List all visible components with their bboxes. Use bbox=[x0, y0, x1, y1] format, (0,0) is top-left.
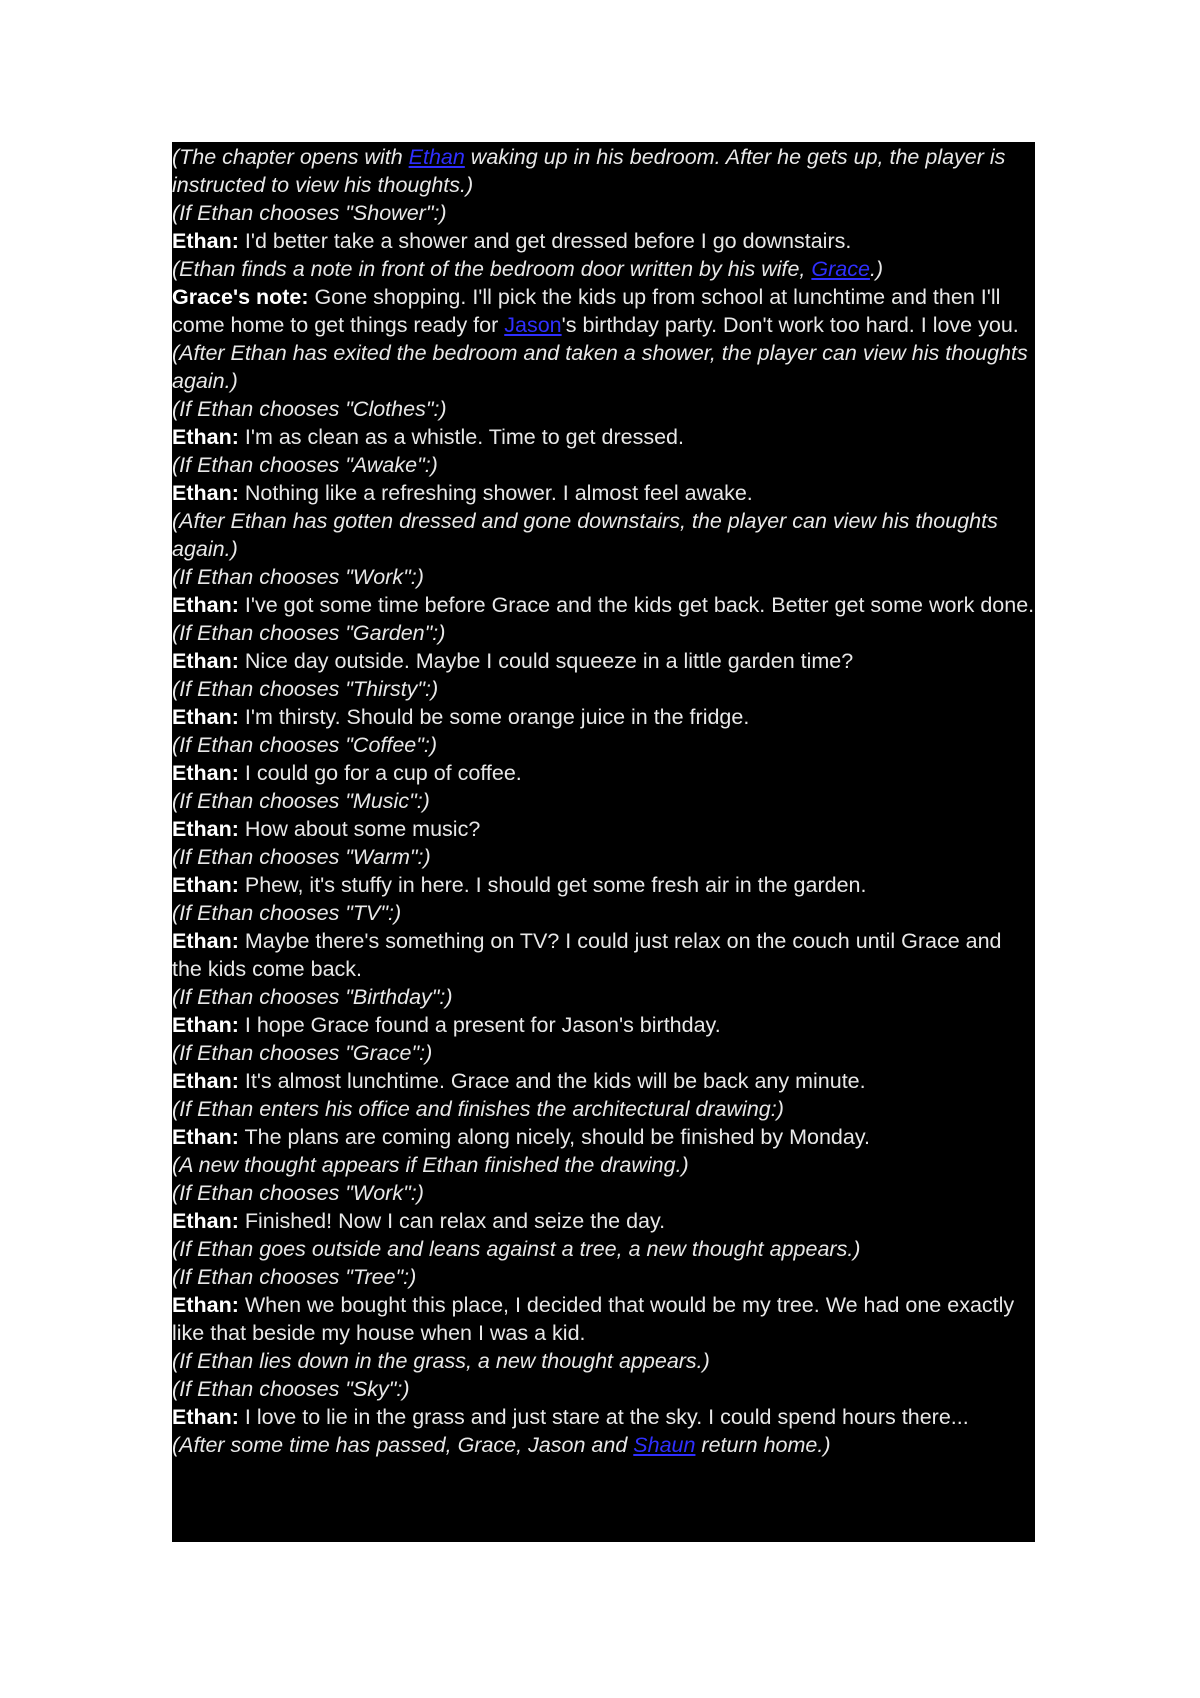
speaker-name: Ethan: bbox=[172, 873, 239, 897]
speaker-name: Ethan: bbox=[172, 1405, 239, 1429]
stage-direction bbox=[172, 1431, 1035, 1459]
line-text: (If Ethan chooses "Clothes":) bbox=[172, 397, 447, 421]
stage-direction bbox=[172, 1375, 1035, 1403]
line-text: (After some time has passed, Grace, Jason and bbox=[172, 1433, 634, 1457]
speaker-name: Ethan: bbox=[172, 1293, 239, 1317]
line-text: (If Ethan chooses "TV":) bbox=[172, 901, 402, 925]
line-text: (If Ethan chooses "Grace":) bbox=[172, 1041, 433, 1065]
line-text: (If Ethan chooses "Sky":) bbox=[172, 1377, 410, 1401]
line-text: The plans are coming along nicely, should be finished by Monday. bbox=[244, 1125, 870, 1149]
line-text: Nothing like a refreshing shower. I almost feel awake. bbox=[244, 481, 753, 505]
line-text: I'd better take a shower and get dressed before I go downstairs. bbox=[244, 229, 852, 253]
dialogue-line bbox=[172, 871, 1035, 899]
stage-direction bbox=[172, 731, 1035, 759]
line-text: (If Ethan chooses "Warm":) bbox=[172, 845, 431, 869]
speaker-name: Grace's note: bbox=[172, 285, 309, 309]
line-text: (If Ethan enters his office and finishes the architectural drawing:) bbox=[172, 1097, 784, 1121]
line-text: It's almost lunchtime. Grace and the kids will be back any minute. bbox=[244, 1069, 866, 1093]
line-text: (If Ethan goes outside and leans against a tree, a new thought appears.) bbox=[172, 1237, 861, 1261]
speaker-name: Ethan: bbox=[172, 761, 239, 785]
script-transcript bbox=[172, 142, 1035, 1542]
line-text: (After Ethan has exited the bedroom and taken a shower, the player can view his thoughts again.) bbox=[172, 341, 1028, 393]
line-text: (If Ethan chooses "Music":) bbox=[172, 789, 430, 813]
line-text: (If Ethan chooses "Shower":) bbox=[172, 201, 447, 225]
character-link[interactable]: Jason bbox=[504, 313, 562, 337]
speaker-name: Ethan: bbox=[172, 649, 239, 673]
line-text: (A new thought appears if Ethan finished the drawing.) bbox=[172, 1153, 689, 1177]
stage-direction bbox=[172, 1235, 1035, 1263]
stage-direction bbox=[172, 451, 1035, 479]
stage-direction bbox=[172, 199, 1035, 227]
speaker-name: Ethan: bbox=[172, 593, 239, 617]
line-text: I'm thirsty. Should be some orange juice in the fridge. bbox=[244, 705, 750, 729]
stage-direction bbox=[172, 843, 1035, 871]
dialogue-line bbox=[172, 423, 1035, 451]
dialogue-line bbox=[172, 1123, 1035, 1151]
stage-direction bbox=[172, 1179, 1035, 1207]
speaker-name: Ethan: bbox=[172, 1069, 239, 1093]
line-text: Nice day outside. Maybe I could squeeze in a little garden time? bbox=[244, 649, 854, 673]
speaker-name: Ethan: bbox=[172, 229, 239, 253]
dialogue-line bbox=[172, 479, 1035, 507]
line-text: I could go for a cup of coffee. bbox=[244, 761, 522, 785]
stage-direction bbox=[172, 1095, 1035, 1123]
line-text: When we bought this place, I decided that would be my tree. We had one exactly like that beside my house when I was a kid. bbox=[172, 1293, 1015, 1345]
stage-direction bbox=[172, 143, 1035, 199]
line-text: (If Ethan chooses "Garden":) bbox=[172, 621, 446, 645]
character-link[interactable]: Ethan bbox=[408, 145, 465, 169]
stage-direction bbox=[172, 1151, 1035, 1179]
dialogue-line bbox=[172, 759, 1035, 787]
line-text: I'm as clean as a whistle. Time to get dressed. bbox=[244, 425, 684, 449]
speaker-name: Ethan: bbox=[172, 1125, 239, 1149]
line-text: (If Ethan chooses "Work":) bbox=[172, 565, 424, 589]
line-text: (If Ethan lies down in the grass, a new thought appears.) bbox=[172, 1349, 710, 1373]
dialogue-line bbox=[172, 647, 1035, 675]
stage-direction bbox=[172, 395, 1035, 423]
stage-direction bbox=[172, 507, 1035, 563]
line-text: (After Ethan has gotten dressed and gone downstairs, the player can view his thoughts again.) bbox=[172, 509, 998, 561]
stage-direction bbox=[172, 1039, 1035, 1067]
dialogue-line bbox=[172, 283, 1035, 339]
stage-direction bbox=[172, 675, 1035, 703]
stage-direction bbox=[172, 899, 1035, 927]
speaker-name: Ethan: bbox=[172, 481, 239, 505]
line-text: (If Ethan chooses "Birthday":) bbox=[172, 985, 453, 1009]
line-text: (If Ethan chooses "Awake":) bbox=[172, 453, 438, 477]
speaker-name: Ethan: bbox=[172, 1209, 239, 1233]
line-text: (The chapter opens with bbox=[172, 145, 409, 169]
dialogue-line bbox=[172, 1067, 1035, 1095]
speaker-name: Ethan: bbox=[172, 705, 239, 729]
line-text: .) bbox=[869, 257, 884, 281]
dialogue-line bbox=[172, 227, 1035, 255]
speaker-name: Ethan: bbox=[172, 425, 239, 449]
character-link[interactable]: Shaun bbox=[633, 1433, 696, 1457]
speaker-name: Ethan: bbox=[172, 817, 239, 841]
dialogue-line bbox=[172, 1403, 1035, 1431]
stage-direction bbox=[172, 1263, 1035, 1291]
stage-direction bbox=[172, 255, 1035, 283]
dialogue-line bbox=[172, 815, 1035, 843]
line-text: waking up in his bedroom. After he gets up, the player is instructed to view his thoughts.) bbox=[172, 145, 1006, 197]
stage-direction bbox=[172, 1347, 1035, 1375]
line-text: 's birthday party. Don't work too hard. I love you. bbox=[561, 313, 1019, 337]
dialogue-line bbox=[172, 591, 1035, 619]
dialogue-line bbox=[172, 1011, 1035, 1039]
line-text: Finished! Now I can relax and seize the day. bbox=[244, 1209, 666, 1233]
speaker-name: Ethan: bbox=[172, 1013, 239, 1037]
dialogue-line bbox=[172, 927, 1035, 983]
stage-direction bbox=[172, 339, 1035, 395]
line-text: (If Ethan chooses "Tree":) bbox=[172, 1265, 417, 1289]
line-text: (If Ethan chooses "Work":) bbox=[172, 1181, 424, 1205]
line-text: (If Ethan chooses "Coffee":) bbox=[172, 733, 438, 757]
line-text: I love to lie in the grass and just stare at the sky. I could spend hours there... bbox=[244, 1405, 969, 1429]
stage-direction bbox=[172, 563, 1035, 591]
stage-direction bbox=[172, 619, 1035, 647]
line-text: I've got some time before Grace and the kids get back. Better get some work done. bbox=[244, 593, 1035, 617]
dialogue-line bbox=[172, 1291, 1035, 1347]
character-link[interactable]: Grace bbox=[811, 257, 870, 281]
line-text: return home.) bbox=[695, 1433, 831, 1457]
speaker-name: Ethan: bbox=[172, 929, 239, 953]
line-text: (Ethan finds a note in front of the bedroom door written by his wife, bbox=[172, 257, 812, 281]
stage-direction bbox=[172, 983, 1035, 1011]
line-text: How about some music? bbox=[244, 817, 481, 841]
line-text: (If Ethan chooses "Thirsty":) bbox=[172, 677, 439, 701]
line-text: Phew, it's stuffy in here. I should get some fresh air in the garden. bbox=[244, 873, 867, 897]
dialogue-line bbox=[172, 703, 1035, 731]
line-text: Gone shopping. I'll pick the kids up from school at lunchtime and then I'll come home to get things ready for bbox=[172, 285, 1001, 337]
stage-direction bbox=[172, 787, 1035, 815]
dialogue-line bbox=[172, 1207, 1035, 1235]
line-text: Maybe there's something on TV? I could just relax on the couch until Grace and the kids come back. bbox=[172, 929, 1002, 981]
line-text: I hope Grace found a present for Jason's birthday. bbox=[244, 1013, 721, 1037]
